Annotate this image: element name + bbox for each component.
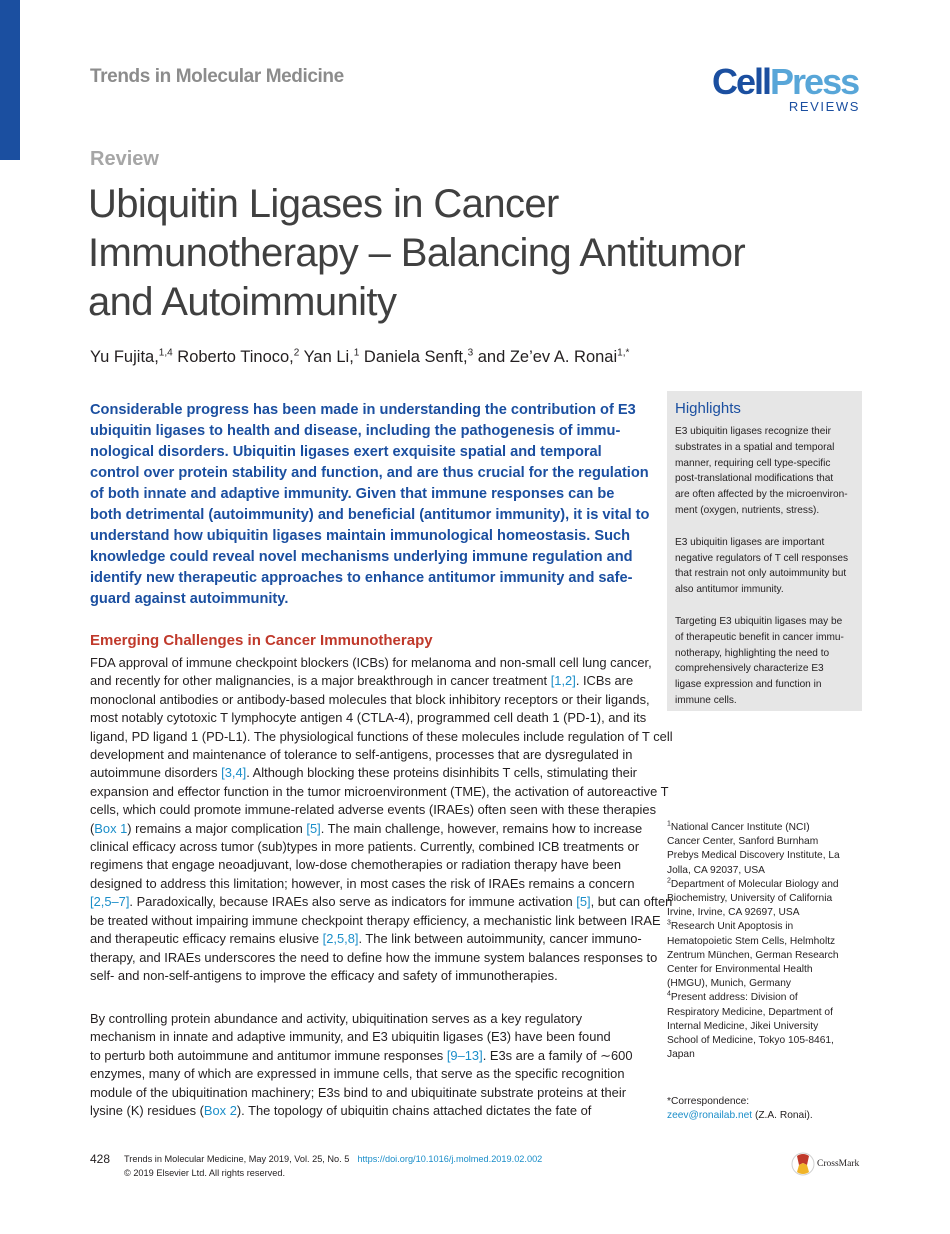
affiliation-line [667, 991, 867, 1005]
citation-link[interactable]: [1,2] [550, 673, 576, 689]
highlight-item [675, 535, 854, 598]
author-affiliation-mark: 3 [467, 347, 474, 359]
body-text-run: . ICBs are [575, 673, 634, 689]
body-text-run: therapy, and IRAEs underscores the need to define how the immune system balances responses to [90, 949, 658, 965]
correspondence-label: *Correspondence: [667, 1096, 750, 1107]
abstract-line: both detrimental (autoimmunity) and beneficial (antitumor immunity), it is vital to [90, 507, 650, 523]
body-line [90, 856, 655, 874]
highlight-line: post-translational modifications that [675, 473, 834, 485]
body-line [90, 949, 658, 967]
abstract-line: guard against autoimmunity. [90, 591, 289, 607]
body-line [90, 1084, 655, 1102]
author: Yu Fujita, [90, 348, 159, 366]
highlight-line: ment (oxygen, nutrients, stress). [675, 504, 820, 516]
affiliation-line [667, 977, 867, 991]
highlight-line: E3 ubiquitin ligases are important [675, 536, 825, 548]
affiliation-line [667, 920, 867, 934]
abstract-line: control over protein stability and function, and are thus crucial for the regulation [90, 465, 649, 481]
affiliation-text: Research Unit Apoptosis in [670, 921, 794, 933]
cellpress-logo [712, 62, 862, 118]
affiliation-number: 4 [667, 991, 671, 999]
affiliation-text: (HMGU), Munich, Germany [667, 978, 791, 990]
author: Roberto Tinoco, [172, 348, 294, 366]
affiliation-line [667, 878, 867, 892]
affiliation-number: 3 [667, 920, 671, 928]
body-text-run: cells, which could promote immune-related adverse events (IRAEs) often seen with these therapies [90, 802, 657, 818]
footer-citation-line [124, 1154, 542, 1164]
body-text-run: . The link between autoimmunity, cancer immuno- [358, 931, 642, 947]
author-affiliation-mark: 1 [353, 347, 360, 359]
affiliation-line [667, 849, 867, 863]
logo-subtitle: REVIEWS [788, 99, 860, 114]
article-type: Review [90, 148, 159, 170]
citation-link[interactable]: [9–13] [446, 1047, 483, 1063]
affiliation-text: School of Medicine, Tokyo 105-8461, [667, 1035, 834, 1047]
body-text-run: and therapeutic efficacy remains elusive [90, 931, 323, 947]
affiliation-number: 1 [667, 820, 671, 828]
affiliation-text: Japan [667, 1049, 695, 1061]
body-text-run: . E3s are a family of ∼600 [482, 1047, 633, 1063]
body-text-run: module of the ubiquitination machinery; E3s bind to and ubiquitinate substrate proteins at their [90, 1084, 627, 1100]
body-text-run: FDA approval of immune checkpoint blockers (ICBs) for melanoma and non-small cell lung cancer, [90, 655, 652, 670]
body-line [90, 728, 673, 746]
affiliation-line [667, 1006, 867, 1020]
title-line: Ubiquitin Ligases in Cancer [88, 182, 559, 226]
body-text-run: . Paradoxically, because IRAEs also serve as indicators for immune activation [129, 894, 577, 910]
body-line [90, 801, 655, 819]
affiliation-text: Respiratory Medicine, Department of [667, 1006, 833, 1018]
author: and Ze’ev A. Ronai [473, 348, 618, 366]
logo-wordmark [712, 62, 858, 102]
page-number: 428 [90, 1152, 111, 1166]
body-text-run: ). The topology of ubiquitin chains attached dictates the fate of [236, 1103, 592, 1119]
body-line [90, 1047, 655, 1065]
correspondence-name: (Z.A. Ronai). [752, 1110, 813, 1121]
body-line [90, 838, 655, 856]
body-text-run: most notably cytotoxic T lymphocyte antigen 4 (CTLA-4), programmed cell death 1 (PD-1), and its [90, 710, 647, 726]
body-line [90, 930, 655, 948]
affiliation-text: Cancer Center, Sanford Burnham [667, 836, 819, 848]
affiliation-line [667, 1034, 867, 1048]
body-text-run: , but can often [590, 894, 673, 910]
author-list [90, 348, 629, 367]
article-title [88, 180, 788, 327]
highlight-line: manner, requiring cell type-specific [675, 457, 831, 469]
body-line [90, 820, 655, 838]
body-text-run: enzymes, many of which are expressed in immune cells, that serve as the specific recognition [90, 1066, 625, 1082]
copyright: © 2019 Elsevier Ltd. All rights reserved. [124, 1168, 285, 1178]
body-text-run: be treated without impairing immune checkpoint therapy efficiency, a mechanistic link between IRAE [90, 912, 661, 928]
body-line [90, 691, 655, 709]
abstract-line: understand how ubiquitin ligases maintain immunological homeostasis. Such [90, 528, 631, 544]
affiliation-text: Present address: Division of [670, 992, 798, 1004]
author: Yan Li, [299, 348, 354, 366]
affiliation-line [667, 935, 867, 949]
journal-name: Trends in Molecular Medicine [90, 66, 344, 87]
citation-link[interactable]: [2,5,8] [322, 931, 359, 947]
highlight-line: are often affected by the microenviron- [675, 489, 848, 501]
body-text-run: autoimmune disorders [90, 765, 222, 781]
body-text-run: self- and non-self-antigens to improve the efficacy and safety of immunotherapies. [90, 967, 558, 983]
body-text-run: lysine (K) residues ( [90, 1103, 204, 1119]
highlight-line: E3 ubiquitin ligases recognize their [675, 426, 831, 437]
body-paragraph-2 [90, 1010, 655, 1120]
affiliation-line [667, 821, 867, 835]
highlight-line: also antitumor immunity. [675, 584, 784, 596]
abstract-line: knowledge could reveal novel mechanisms underlying immune regulation and [90, 549, 633, 565]
affiliation-text: Prebys Medical Discovery Institute, La [667, 850, 840, 862]
affiliations [667, 821, 867, 1062]
body-line [90, 654, 655, 672]
title-line: and Autoimmunity [88, 280, 397, 324]
correspondence-email-link[interactable]: zeev@ronailab.net [667, 1110, 753, 1121]
body-line [90, 1010, 655, 1028]
highlight-item [675, 424, 854, 519]
section-heading: Emerging Challenges in Cancer Immunotherapy [90, 632, 433, 649]
body-text-run: . Although blocking these proteins disinhibits T cells, stimulating their [246, 765, 637, 781]
author-affiliation-mark: 1,* [617, 347, 630, 359]
affiliation-number: 2 [667, 877, 671, 885]
body-text-run: monoclonal antibodies or antibody-based molecules that block inhibitory receptors or their ligands, [90, 691, 650, 707]
affiliation-line [667, 949, 867, 963]
highlight-item [675, 614, 854, 709]
side-accent-bar [0, 0, 20, 160]
body-text-run: designed to address this limitation; however, in most cases the risk of IRAEs remains a concern [90, 875, 635, 891]
correspondence-line [667, 1109, 867, 1123]
citation-link[interactable]: [3,4] [221, 765, 247, 781]
citation-link[interactable]: [5] [306, 820, 321, 836]
doi-link[interactable]: https://doi.org/10.1016/j.molmed.2019.02.002 [357, 1154, 543, 1164]
abstract [90, 400, 655, 610]
highlight-line: comprehensively characterize E3 [675, 663, 824, 675]
abstract-line: nological disorders. Ubiquitin ligases exert exquisite spatial and temporal [90, 444, 602, 460]
abstract-line: Considerable progress has been made in understanding the contribution of E3 [90, 402, 636, 418]
author: Daniela Senft, [359, 348, 468, 366]
abstract-line: of both innate and adaptive immunity. Given that immune responses can be [90, 486, 615, 502]
highlight-line: substrates in a spatial and temporal [675, 441, 835, 453]
title-line: Immunotherapy – Balancing Antitumor [88, 231, 746, 275]
highlights-heading: Highlights [675, 400, 741, 417]
crossmark-label: CrossMark [817, 1159, 860, 1169]
affiliation-line [667, 906, 867, 920]
affiliation-line [667, 1048, 867, 1062]
body-text-run: development and maintenance of tolerance to self-antigens, processes that are dysregulated in [90, 747, 633, 763]
affiliation-line [667, 892, 867, 906]
highlight-line: that restrain not only autoimmunity but [675, 568, 847, 580]
affiliation-text: Center for Environmental Health [667, 964, 813, 976]
affiliation-text: Hematopoietic Stem Cells, Helmholtz [667, 935, 836, 947]
affiliation-line [667, 1020, 867, 1034]
citation-link[interactable]: [5] [576, 894, 591, 910]
affiliation-text: Jolla, CA 92037, USA [667, 864, 765, 876]
journal-citation: Trends in Molecular Medicine, May 2019, Vol. 25, No. 5 [124, 1154, 350, 1164]
citation-link[interactable]: Box 2 [203, 1103, 237, 1119]
body-text-run: expansion and effector function in the tumor microenvironment (TME), the activation of autoreactive T [90, 783, 669, 799]
highlight-line: Targeting E3 ubiquitin ligases may be [675, 615, 843, 627]
body-text-run: ligand, PD ligand 1 (PD-L1). The physiological functions of these molecules include regulation of T cell [90, 728, 673, 744]
body-text-run: regimens that engage neoadjuvant, low-dose chemotherapies or radiation therapy have been [90, 857, 622, 873]
abstract-line: ubiquitin ligases to health and disease, including the pathogenesis of immu- [90, 423, 621, 439]
body-paragraph-1 [90, 654, 673, 985]
highlight-line: negative regulators of T cell responses [675, 552, 849, 564]
body-text-run: By controlling protein abundance and activity, ubiquitination serves as a key regulatory [90, 1011, 583, 1026]
affiliation-text: Biochemistry, University of California [667, 893, 833, 905]
citation-link[interactable]: Box 1 [94, 820, 128, 836]
body-text-run: clinical efficacy across tumor (sub)types in more patients. Currently, combined ICB treatments or [90, 839, 640, 855]
body-line [90, 783, 669, 801]
body-line [90, 746, 655, 764]
body-line [90, 709, 655, 727]
body-line [90, 893, 673, 911]
correspondence [667, 1095, 867, 1123]
body-text-run: . The main challenge, however, remains how to increase [320, 820, 643, 836]
affiliation-text: National Cancer Institute (NCI) [670, 822, 810, 833]
body-line [90, 1028, 655, 1046]
highlight-line: immune cells. [675, 694, 737, 706]
affiliation-line [667, 835, 867, 849]
body-line [90, 672, 655, 690]
body-line [90, 875, 655, 893]
body-text-run: ) remains a major complication [127, 820, 307, 836]
citation-link[interactable]: [2,5–7] [90, 894, 130, 910]
crossmark-icon [791, 1152, 815, 1176]
affiliation-text: Irvine, Irvine, CA 92697, USA [667, 907, 800, 919]
logo-press-text: Press [770, 61, 859, 102]
affiliation-text: Zentrum München, German Research [667, 949, 839, 961]
body-line [90, 1065, 655, 1083]
highlights-box [667, 391, 862, 711]
body-line [90, 967, 655, 985]
highlight-line: of therapeutic benefit in cancer immu- [675, 631, 844, 643]
crossmark-badge[interactable] [791, 1152, 863, 1178]
highlight-line: notherapy, highlighting the need to [675, 647, 830, 659]
affiliation-line [667, 864, 867, 878]
body-text-run: and recently for other malignancies, is a major breakthrough in cancer treatment [90, 673, 551, 689]
affiliation-text: Department of Molecular Biology and [670, 878, 839, 890]
body-text-run: to perturb both autoimmune and antitumor immune responses [90, 1047, 447, 1063]
author-affiliation-mark: 2 [293, 347, 300, 359]
body-text-run: ( [90, 820, 95, 836]
body-text-run: mechanism in innate and adaptive immunity, and E3 ubiquitin ligases (E3) have been found [90, 1029, 611, 1045]
abstract-line: identify new therapeutic approaches to enhance antitumor immunity and safe- [90, 570, 633, 586]
affiliation-text: Internal Medicine, Jikei University [667, 1020, 819, 1032]
affiliation-line [667, 963, 867, 977]
body-line [90, 1102, 655, 1120]
body-line [90, 764, 655, 782]
highlight-line: ligase expression and function in [675, 679, 822, 691]
logo-cell-text: Cell [712, 61, 771, 102]
author-affiliation-mark: 1,4 [158, 347, 173, 359]
body-line [90, 912, 661, 930]
